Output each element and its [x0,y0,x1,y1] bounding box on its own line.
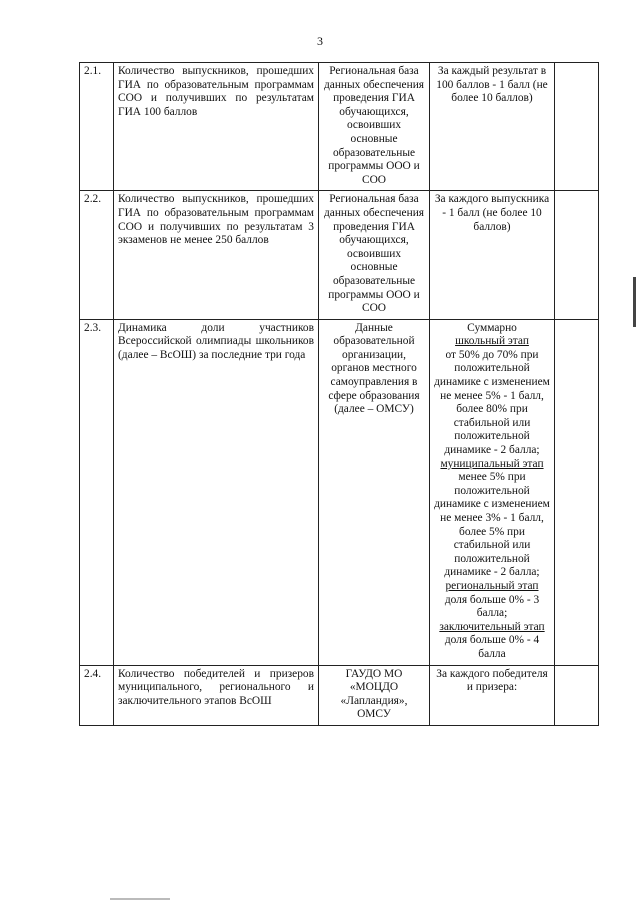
scoring-rule [430,319,555,665]
table-row [80,665,599,725]
row-number: 2.3. [80,319,114,665]
score-part: от 50% до 70% при положительной динамике с изменением не менее 5% - 1 балл, более 80% при стабильной или положительной динамике - 2 балла; [434,348,550,457]
scan-margin-mark [633,277,636,327]
scoring-rule: За каждого победителя и призера: [430,665,555,725]
page-number: 3 [317,34,323,48]
value-cell [555,191,599,319]
scoring-rule: За каждого выпускника - 1 балл (не более 10 баллов) [430,191,555,319]
scoring-rule: За каждый результат в 100 баллов - 1 балл (не более 10 баллов) [430,63,555,191]
indicator-name: Количество выпускников, прошедших ГИА по образовательным программам СОО и получивших по результатам 3 экзаменов не менее 250 баллов [114,191,319,319]
final-stage-heading: заключительный этап [439,620,545,633]
score-part: доля больше 0% - 3 балла; [444,593,540,620]
value-cell [555,63,599,191]
table-row [80,319,599,665]
data-source: Данные образовательной организации, органов местного самоуправления в сфере образования (далее – ОМСУ) [319,319,430,665]
value-cell [555,319,599,665]
scan-edge-mark [110,898,170,900]
indicator-name: Количество выпускников, прошедших ГИА по образовательным программам СОО и получивших по результатам ГИА 100 баллов [114,63,319,191]
value-cell [555,665,599,725]
row-number: 2.1. [80,63,114,191]
indicator-name: Количество победителей и призеров муниципального, регионального и заключительного этапов ВсОШ [114,665,319,725]
indicator-name: Динамика доли участников Всероссийской олимпиады школьников (далее – ВсОШ) за последние три года [114,319,319,665]
score-part: менее 5% при положительной динамике с изменением не менее 3% - 1 балл, более 5% при стабильной или положительной динамике - 2 балла; [434,471,550,579]
data-source: Региональная база данных обеспечения проведения ГИА обучающихся, освоивших основные образовательные программы ООО и СОО [319,191,430,319]
row-number: 2.4. [80,665,114,725]
municipal-stage-heading: муниципальный этап [440,457,544,470]
criteria-table [79,62,599,726]
data-source: ГАУДО МО «МОЦДО «Лапландия», ОМСУ [319,665,430,725]
score-part: доля больше 0% - 4 балла [444,634,540,660]
data-source: Региональная база данных обеспечения проведения ГИА обучающихся, освоивших основные образовательные программы ООО и СОО [319,63,430,191]
school-stage-heading: школьный этап [455,335,529,348]
score-part: Суммарно [467,321,517,334]
table-row [80,191,599,319]
table-row [80,63,599,191]
row-number: 2.2. [80,191,114,319]
regional-stage-heading: региональный этап [445,579,539,592]
